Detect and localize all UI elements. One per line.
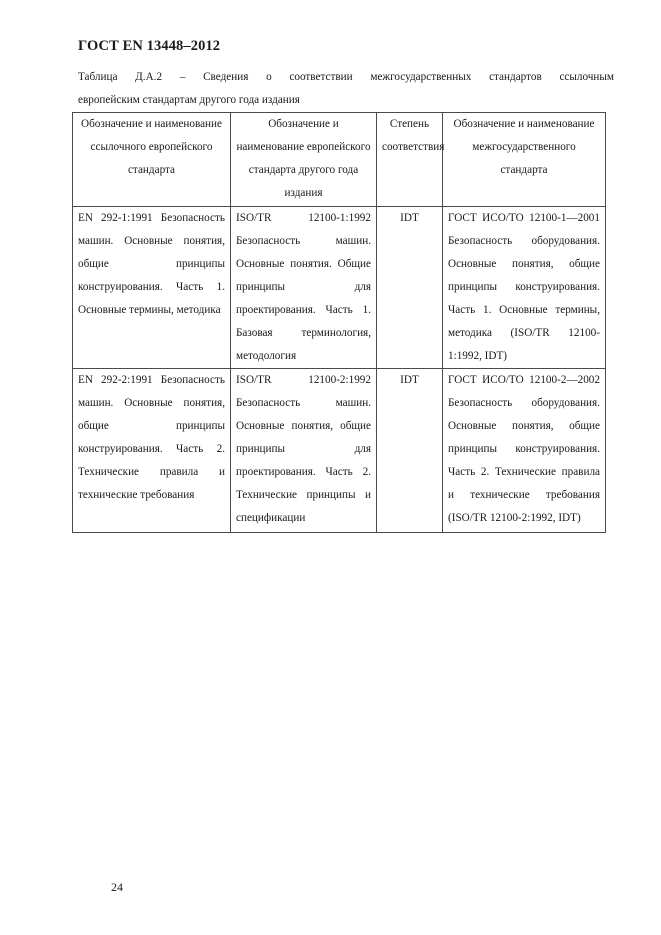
caption-line-2: европейским стандартам другого года издания	[78, 94, 300, 106]
cell-other-year-standard: ISO/TR 12100-2:1992 Безопасность машин. Основные понятия, общие принципы для проектирования. Часть 2. Технические принципы и спецификации	[231, 369, 377, 533]
table-caption	[78, 66, 614, 112]
cell-reference-standard: EN 292-2:1991 Безопасность машин. Основные понятия, общие принципы конструирования. Часть 2. Технические правила и технические требования	[73, 369, 231, 533]
cell-degree: IDT	[377, 369, 443, 533]
table-row	[73, 369, 606, 533]
document-header: ГОСТ EN 13448–2012	[78, 38, 221, 54]
column-header-reference-standard: Обозначение и наименование ссылочного европейского стандарта	[73, 113, 231, 207]
cell-other-year-standard: ISO/TR 12100-1:1992 Безопасность машин. Основные понятия. Общие принципы для проектирования. Часть 1. Базовая терминология, методология	[231, 207, 377, 369]
column-header-interstate-standard: Обозначение и наименование межгосударственного стандарта	[443, 113, 606, 207]
cell-interstate-standard: ГОСТ ИСО/ТО 12100-2—2002 Безопасность оборудования. Основные понятия, общие принципы конструирования. Часть 2. Технические правила и технические требования (ISO/TR 12100-2:1992, IDT)	[443, 369, 606, 533]
column-header-other-year-standard: Обозначение и наименование европейского стандарта другого года издания	[231, 113, 377, 207]
cell-degree: IDT	[377, 207, 443, 369]
cell-reference-standard: EN 292-1:1991 Безопасность машин. Основные понятия, общие принципы конструирования. Часть 1. Основные термины, методика	[73, 207, 231, 369]
column-header-degree: Степень соответствия	[377, 113, 443, 207]
cell-interstate-standard: ГОСТ ИСО/ТО 12100-1—2001 Безопасность оборудования. Основные понятия, общие принципы конструирования. Часть 1. Основные термины, методика (ISO/TR 12100-1:1992, IDT)	[443, 207, 606, 369]
table-row	[73, 207, 606, 369]
table-header-row	[73, 113, 606, 207]
caption-line-1: Таблица Д.А.2 – Сведения о соответствии межгосударственных стандартов ссылочным	[78, 71, 614, 83]
page-number: 24	[111, 880, 123, 894]
correspondence-table	[72, 112, 606, 533]
